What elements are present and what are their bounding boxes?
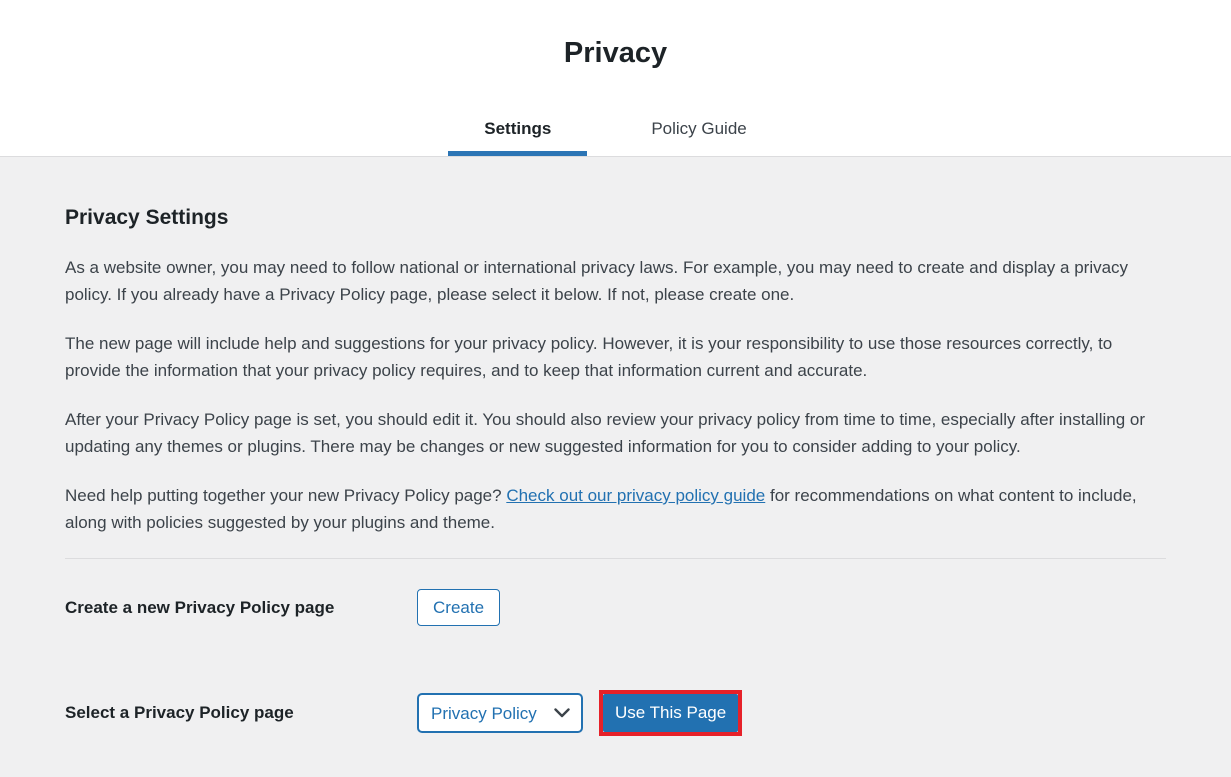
privacy-tabs <box>0 119 1231 156</box>
create-page-button[interactable]: Create <box>417 589 500 626</box>
use-this-page-button[interactable]: Use This Page <box>603 694 738 732</box>
review-paragraph: After your Privacy Policy page is set, you should edit it. You should also review your privacy policy from time to time, especially after installing or updating any themes or plugins. There may be changes or new suggested information for you to consider adding to your policy. <box>65 410 1145 456</box>
select-page-row <box>65 690 1166 736</box>
help-text-before: Need help putting together your new Privacy Policy page? <box>65 486 507 505</box>
tab-settings[interactable]: Settings <box>448 119 587 156</box>
resources-paragraph: The new page will include help and suggestions for your privacy policy. However, it is your responsibility to use those resources correctly, to provide the information that your privacy policy requires, and to keep that information current and accurate. <box>65 334 1113 380</box>
tab-policy-guide[interactable]: Policy Guide <box>615 119 782 156</box>
help-paragraph <box>65 482 1166 536</box>
privacy-policy-guide-link[interactable]: Check out our privacy policy guide <box>506 486 766 505</box>
create-page-label: Create a new Privacy Policy page <box>65 597 335 617</box>
privacy-header <box>0 0 1231 157</box>
create-page-row <box>65 589 1166 626</box>
section-divider <box>65 558 1166 559</box>
section-heading: Privacy Settings <box>65 206 229 229</box>
privacy-page-select-wrap <box>417 693 583 733</box>
privacy-settings-panel <box>0 157 1231 736</box>
privacy-page-select[interactable] <box>417 693 583 733</box>
use-this-page-highlight <box>599 690 742 736</box>
select-page-label: Select a Privacy Policy page <box>65 703 294 722</box>
intro-paragraph: As a website owner, you may need to follow national or international privacy laws. For example, you may need to create and display a privacy policy. If you already have a Privacy Policy page, please select it below. If not, please create one. <box>65 258 1129 304</box>
privacy-form <box>65 589 1166 736</box>
page-title: Privacy <box>563 37 668 69</box>
help-text-after: for recommendations on what content to include, along with policies suggested by your plugins and theme. <box>65 486 1137 532</box>
